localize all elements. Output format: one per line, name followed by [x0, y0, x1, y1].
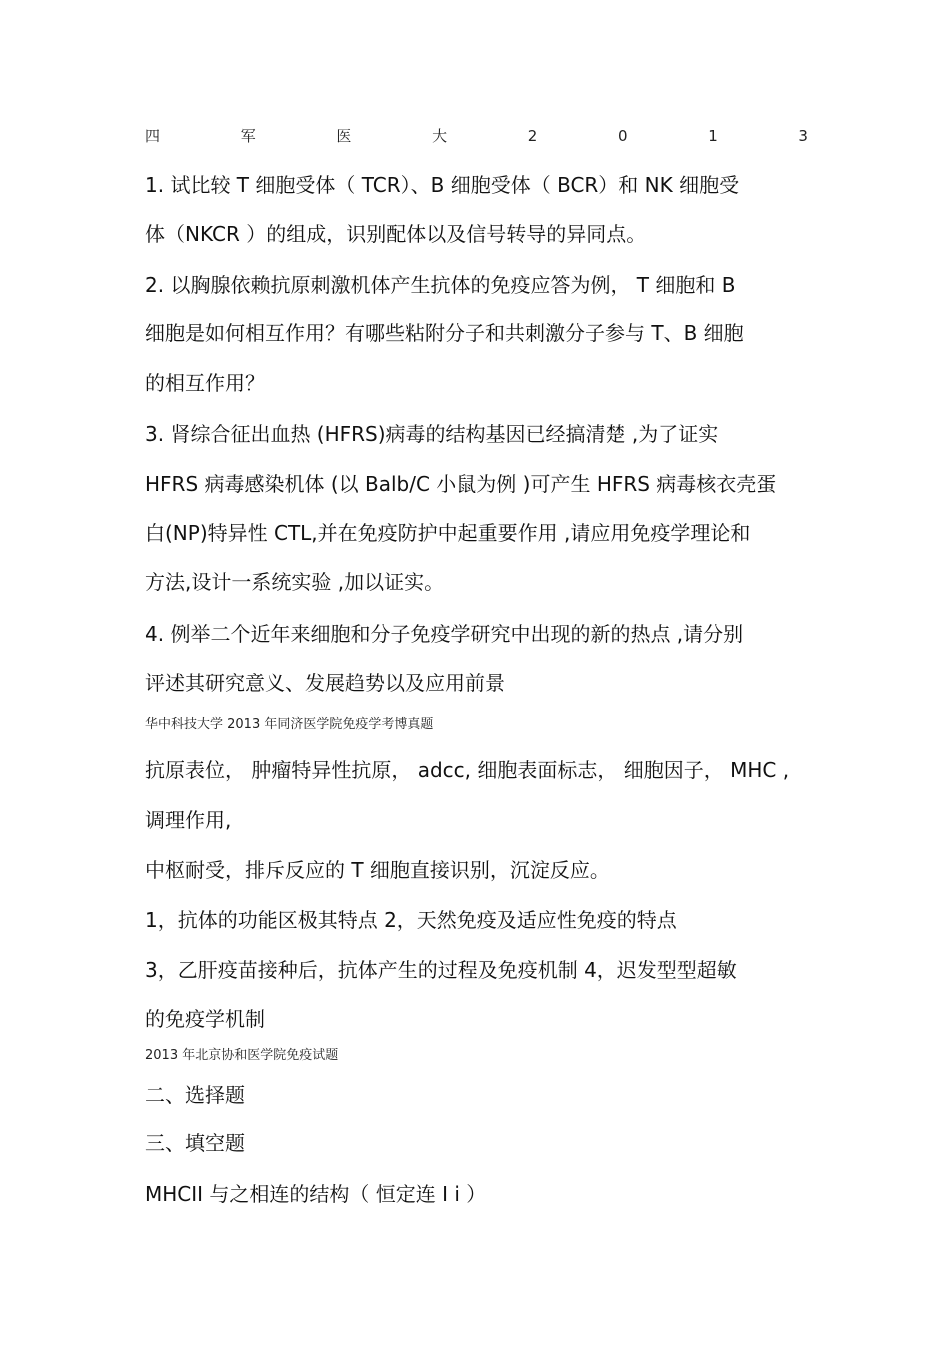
short-questions-line-1: 1，抗体的功能区极其特点 2，天然免疫及适应性免疫的特点	[145, 908, 677, 932]
heading-char: 3	[798, 127, 808, 145]
question-4-line-2: 评述其研究意义、发展趋势以及应用前景	[145, 671, 505, 695]
heading-char: 军	[240, 127, 256, 145]
question-2-line-1: 2. 以胸腺依赖抗原刺激机体产生抗体的免疫应答为例， T 细胞和 B	[145, 273, 736, 297]
terms-line-3: 中枢耐受，排斥反应的 T 细胞直接识别，沉淀反应。	[145, 858, 610, 882]
section-title-peking-union: 2013 年北京协和医学院免疫试题	[145, 1048, 339, 1063]
heading-char: 大	[432, 127, 448, 145]
heading-char: 0	[617, 127, 628, 145]
heading-char: 四	[145, 127, 161, 145]
question-4-line-1: 4. 例举二个近年来细胞和分子免疫学研究中出现的新的热点 ,请分别	[145, 622, 744, 646]
short-questions-line-2: 3，乙肝疫苗接种后，抗体产生的过程及免疫机制 4，迟发型型超敏	[145, 958, 737, 982]
section-title-huazhong: 华中科技大学 2013 年同济医学院免疫学考博真题	[145, 717, 434, 732]
terms-line-1: 抗原表位， 肿瘤特异性抗原， adcc, 细胞表面标志， 细胞因子， MHC ,	[145, 758, 790, 782]
heading-char: 医	[336, 127, 352, 145]
mhcii-question: MHCII 与之相连的结构（ 恒定连 I i ）	[145, 1182, 487, 1206]
question-2-line-3: 的相互作用？	[145, 371, 265, 395]
question-1-line-1: 1. 试比较 T 细胞受体（ TCR）、B 细胞受体（ BCR）和 NK 细胞受	[145, 173, 740, 197]
question-3-line-2: HFRS 病毒感染机体 (以 Balb/C 小鼠为例 )可产生 HFRS 病毒核衣壳蛋	[145, 472, 777, 496]
question-3-line-1: 3. 肾综合征出血热 (HFRS)病毒的结构基因已经搞清楚 ,为了证实	[145, 422, 719, 446]
question-3-line-3: 白(NP)特异性 CTL,并在免疫防护中起重要作用 ,请应用免疫学理论和	[145, 521, 751, 545]
terms-line-2: 调理作用,	[145, 808, 232, 832]
page-heading	[145, 126, 808, 146]
heading-char: 1	[708, 127, 718, 145]
fill-blank-heading: 三、填空题	[145, 1131, 245, 1155]
question-3-line-4: 方法,设计一系统实验 ,加以证实。	[145, 570, 445, 594]
choice-heading: 二、选择题	[145, 1083, 245, 1107]
heading-char: 2	[527, 127, 538, 145]
question-1-line-2: 体（NKCR ）的组成，识别配体以及信号转导的异同点。	[145, 222, 647, 246]
short-questions-line-3: 的免疫学机制	[145, 1007, 265, 1031]
question-2-line-2: 细胞是如何相互作用？有哪些粘附分子和共刺激分子参与 T、B 细胞	[145, 321, 744, 345]
